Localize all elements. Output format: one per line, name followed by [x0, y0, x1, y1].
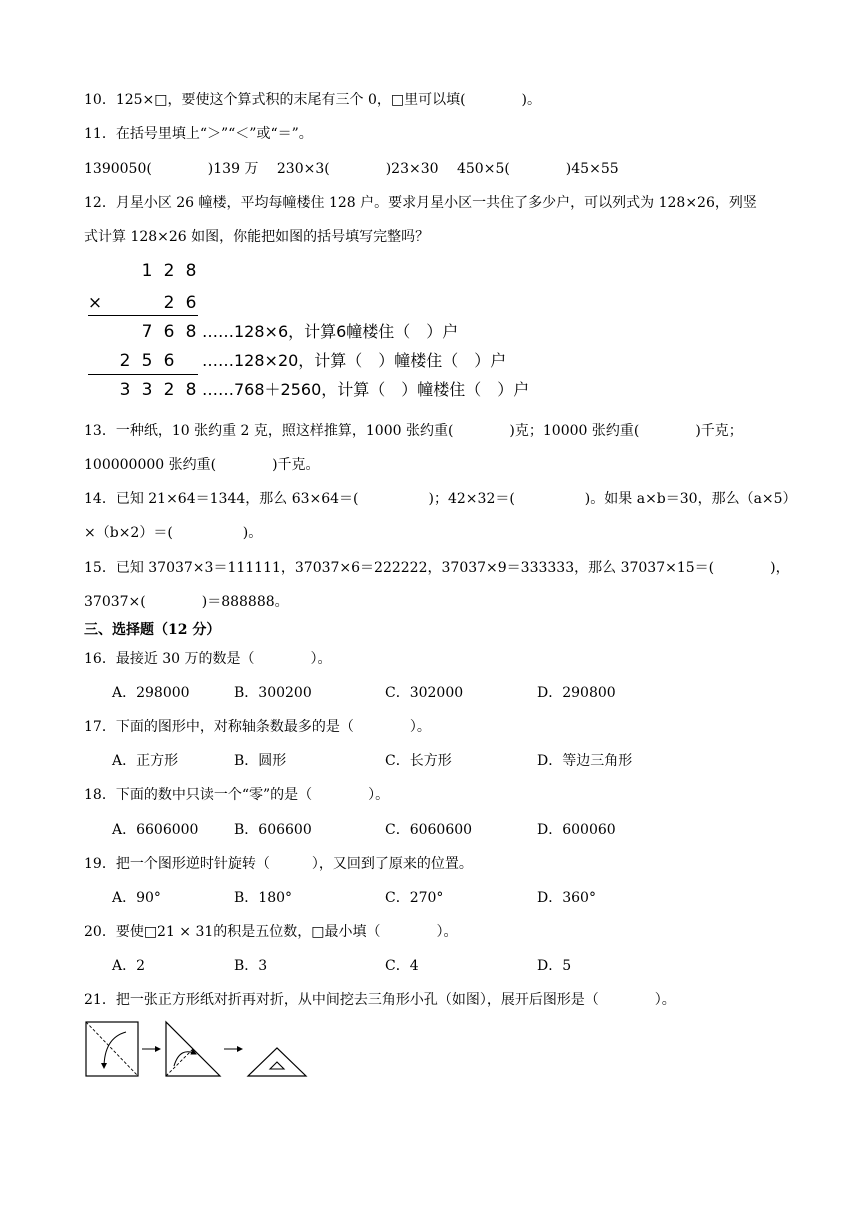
digit: 8 — [185, 380, 197, 400]
q16-option-d: D．290800 — [537, 685, 616, 701]
q20-option-a: A．2 — [112, 958, 146, 974]
section-3-heading: 三、选择题（12 分） — [84, 622, 221, 638]
q16-option-c: C．302000 — [385, 685, 464, 701]
question-18: 18．下面的数中只读一个“零”的是（ ）。 — [84, 787, 390, 803]
note-2: ……128×20，计算（ ）幢楼住（ ）户 — [202, 351, 507, 370]
digit: 1 — [141, 261, 153, 281]
question-20: 20．要使□21 × 31的积是五位数，□最小填（ ）。 — [84, 924, 458, 940]
question-10: 10．125×□，要使这个算式积的末尾有三个 0，□里可以填( )。 — [84, 92, 542, 108]
digit: 7 — [141, 322, 153, 342]
question-13-line2: 100000000 张约重( )千克。 — [84, 457, 320, 473]
question-16: 16．最接近 30 万的数是（ ）。 — [84, 651, 332, 667]
digit: 6 — [185, 293, 197, 313]
q16-option-b: B．300200 — [234, 685, 312, 701]
note-3: ……768＋2560，计算（ ）幢楼住（ ）户 — [202, 380, 530, 399]
q17-option-c: C．长方形 — [385, 753, 452, 769]
q19-option-d: D．360° — [537, 890, 596, 906]
digit: 6 — [163, 322, 175, 342]
paper-folding-figures — [84, 1018, 324, 1082]
q20-option-c: C．4 — [385, 958, 419, 974]
question-13-line1: 13．一种纸，10 张约重 2 克，照这样推算，1000 张约重( )克；10000 张约重( )千克； — [84, 423, 743, 439]
question-15-line1: 15．已知 37037×3＝111111，37037×6＝222222，37037×9＝333333，那么 37037×15＝( )， — [84, 560, 790, 576]
note-1: ……128×6，计算6幢楼住（ ）户 — [202, 322, 459, 341]
q18-option-c: C．6060600 — [385, 822, 473, 838]
digit: 8 — [185, 261, 197, 281]
digit: 2 — [119, 351, 131, 371]
q18-option-a: A．6606000 — [112, 822, 199, 838]
question-11-items: 1390050( )139 万 230×3( )23×30 450×5( )45×55 — [84, 161, 619, 177]
q18-option-d: D．600060 — [537, 822, 616, 838]
square-paper-figure — [86, 1022, 138, 1076]
folded-triangle-figure — [166, 1022, 220, 1076]
digit: 8 — [185, 322, 197, 342]
question-11: 11．在括号里填上“＞”“＜”或“＝”。 — [84, 126, 313, 142]
digit: 2 — [163, 261, 175, 281]
q17-option-a: A．正方形 — [112, 753, 179, 769]
question-15-line2: 37037×( )＝888888。 — [84, 594, 289, 610]
question-14-line1: 14．已知 21×64＝1344，那么 63×64＝( )；42×32＝( )。如果 a×b＝30，那么（a×5） — [84, 491, 797, 507]
q17-option-d: D．等边三角形 — [537, 753, 633, 769]
q18-option-b: B．606600 — [234, 822, 312, 838]
digit: 2 — [163, 293, 175, 313]
q20-option-b: B．3 — [234, 958, 268, 974]
q19-option-b: B．180° — [234, 890, 293, 906]
digit: 5 — [141, 351, 153, 371]
triangle-with-hole-figure — [248, 1048, 306, 1076]
q17-option-b: B．圆形 — [234, 753, 287, 769]
digit: 3 — [141, 380, 153, 400]
question-14-line2: ×（b×2）＝( )。 — [84, 525, 263, 541]
digit: 6 — [163, 351, 175, 371]
question-19: 19．把一个图形逆时针旋转（ ），又回到了原来的位置。 — [84, 856, 473, 872]
q20-option-d: D．5 — [537, 958, 572, 974]
digit: 2 — [163, 380, 175, 400]
digit: 3 — [119, 380, 131, 400]
q19-option-c: C．270° — [385, 890, 444, 906]
question-21: 21．把一张正方形纸对折再对折，从中间挖去三角形小孔（如图），展开后图形是（ ）。 — [84, 992, 676, 1008]
rule-line-1 — [88, 315, 198, 316]
q19-option-a: A．90° — [112, 890, 161, 906]
question-12-line2: 式计算 128×26 如图，你能把如图的括号填写完整吗？ — [84, 229, 430, 245]
rule-line-2 — [88, 374, 198, 375]
q16-option-a: A．298000 — [112, 685, 190, 701]
times-sign: × — [87, 293, 103, 313]
question-12-line1: 12．月星小区 26 幢楼，平均每幢楼住 128 户。要求月星小区一共住了多少户，可以列式为 128×26，列竖 — [84, 195, 757, 211]
vertical-multiplication — [84, 258, 604, 408]
question-17: 17．下面的图形中，对称轴条数最多的是（ ）。 — [84, 719, 431, 735]
